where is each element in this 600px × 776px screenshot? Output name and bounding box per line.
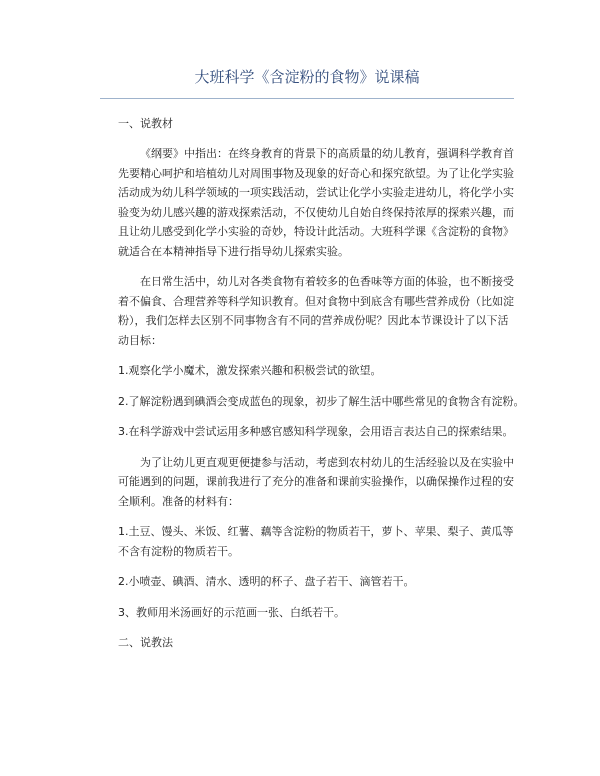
paragraph-preparation: 为了让幼儿更直观更便捷参与活动，考虑到农村幼儿的生活经验以及在实验中可能遇到的问题，课前我进行了充分的准备和课前实验操作，以确保操作过程的安全顺利。准备的材料有： [118,455,514,508]
title-divider [100,98,514,99]
material-item-2: 2.小喷壶、碘酒、清水、透明的杯子、盘子若干、滴管若干。 [118,575,415,588]
section-heading-teaching-method: 二、说教法 [118,636,173,649]
material-item-1: 1.土豆、馒头、米饭、红薯、藕等含淀粉的物质若干，萝卜、苹果、梨子、黄瓜等不含有淀粉的物质若干。 [118,525,514,558]
goal-item-1: 1.观察化学小魔术，激发探索兴趣和积极尝试的欲望。 [118,364,382,377]
section-heading-teaching-material: 一、说教材 [118,117,173,130]
paragraph-guideline: 《纲要》中指出：在终身教育的背景下的高质量的幼儿教育，强调科学教育首先要精心呵护和培植幼儿对周围事物及现象的好奇心和探究欲望。为了让化学实验活动成为幼儿科学领域的一项实践活动，尝试让化学小实验走进幼儿，将化学小实验变为幼儿感兴趣的游戏探索活动，不仅使幼儿自始自终保持浓厚的探索兴趣，而且让幼儿感受到化学小实验的奇妙，特设计此活动。大班科学课《含淀粉的食物》就适合在本精神指导下进行指导幼儿探索实验。 [118,147,514,258]
document-title: 大班科学《含淀粉的食物》说课稿 [194,68,420,86]
goal-item-3: 3.在科学游戏中尝试运用多种感官感知科学现象，会用语言表达自己的探索结果。 [118,425,514,438]
goal-item-2: 2.了解淀粉遇到碘酒会变成蓝色的现象，初步了解生活中哪些常见的食物含有淀粉。 [118,394,525,408]
document-body [118,114,525,663]
material-item-3: 3、教师用米汤画好的示范画一张、白纸若干。 [118,605,345,619]
paragraph-daily-life: 在日常生活中，幼儿对各类食物有着较多的色香味等方面的体验，也不断接受着不偏食、合理营养等科学知识教育。但对食物中到底含有哪些营养成份（比如淀粉），我们怎样去区别不同事物含有不同的营养成份呢？因此本节课设计了以下活动目标： [118,275,514,347]
